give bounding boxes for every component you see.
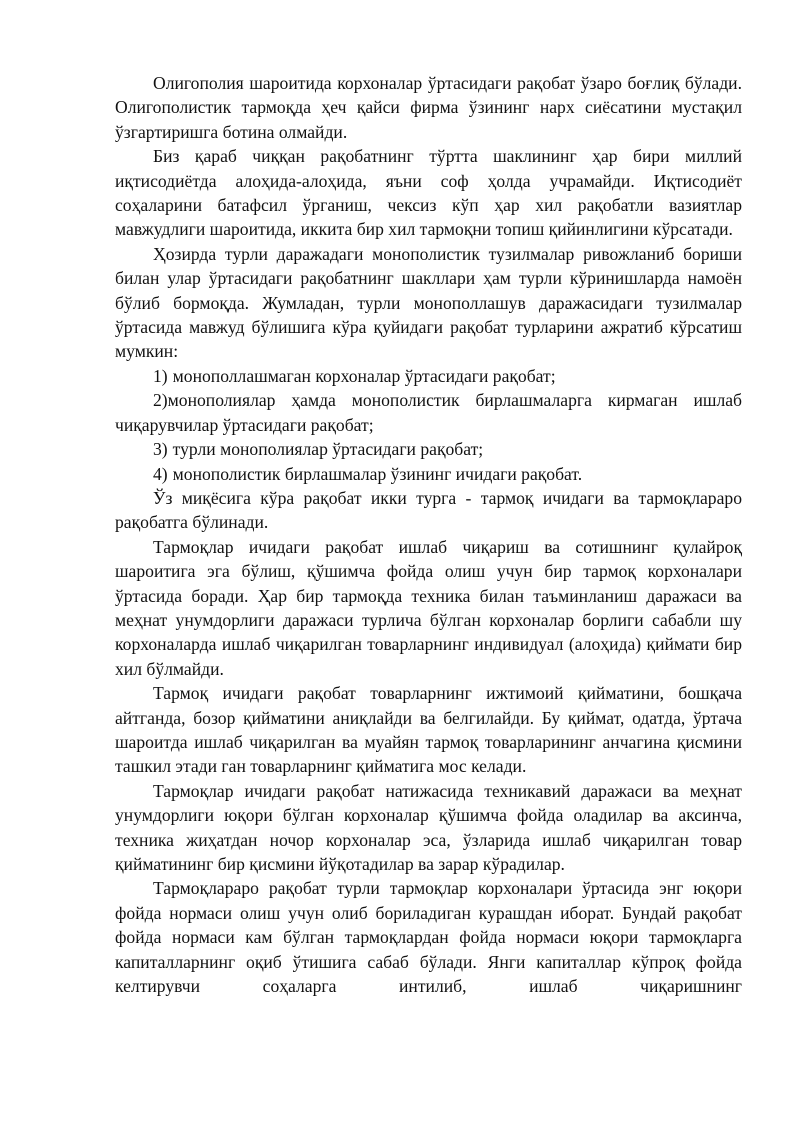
- paragraph-inter-industry: Тармоқлараро рақобат турли тармоқлар корхоналари ўртасида энг юқори фойда нормаси олиш учун олиб бориладиган курашдан иборат. Бундай рақобат фойда нормаси кам бўлган тармоқлардан фойда нормаси юқори тармоқларга капиталларнинг оқиб ўтишига сабаб бўлади. Янги капиталлар кўпроқ фойда келтирувчи соҳаларга интилиб, ишлаб чиқаришнинг: [115, 878, 742, 997]
- document-page: [115, 71, 742, 998]
- list-item: [115, 462, 742, 486]
- list-item-number: 2): [153, 390, 168, 411]
- list-item-text: турли монополиялар ўртасидаги рақобат;: [172, 439, 484, 460]
- list-item-number: 4): [153, 463, 168, 484]
- list-item-number: 1): [153, 365, 168, 386]
- paragraph-result: Тармоқлар ичидаги рақобат натижасида техникавий даражаси ва меҳнат унумдорлиги юқори бўлган корхоналар қўшимча фойда оладилар ва аксинча, техника жиҳатдан ночор корхоналар эса, ўзларида ишлаб чиқарилган товар қийматининг бир қисмини йўқотадилар ва зарар кўрадилар.: [115, 780, 742, 874]
- list-item-number: 3): [153, 439, 168, 460]
- list-item-text: монополиялар ҳамда монополистик бирлашмаларга кирмаган ишлаб чиқарувчилар ўртасидаги рақобат;: [115, 390, 742, 435]
- paragraph-monopoly-structures: Ҳозирда турли даражадаги монополистик тузилмалар ривожланиб бориши билан улар ўртасидаги рақобатнинг шакллари ҳам турли кўринишларда намоён бўлиб бормоқда. Жумладан, турли монополлашув даражасидаги тузилмалар ўртасида мавжуд бўлишига кўра қуйидаги рақобат турларини ажратиб кўрсатиш мумкин:: [115, 243, 742, 362]
- list-item: [115, 437, 742, 461]
- list-item: [115, 364, 742, 388]
- paragraph-social-value: Тармоқ ичидаги рақобат товарларнинг ижтимоий қийматини, бошқача айтганда, бозор қийматини аниқлайди ва белгилайди. Бу қиймат, одатда, ўртача шароитда ишлаб чиқарилган ва муайян тармоқ товарларининг анчагина қисмини ташкил этади ган товарларнинг қийматига мос келади.: [115, 683, 742, 777]
- list-item-text: монополистик бирлашмалар ўзининг ичидаги рақобат.: [172, 463, 583, 484]
- list-item-text: монополлашмаган корхоналар ўртасидаги рақобат;: [172, 365, 556, 386]
- paragraph-oligopoly: Олигополия шароитида корхоналар ўртасидаги рақобат ўзаро боғлиқ бўлади. Олигополистик тармоқда ҳеч қайси фирма ўзининг нарх сиёсатини мустақил ўзгартиришга ботина олмайди.: [115, 73, 742, 142]
- paragraph-intra-industry: Тармоқлар ичидаги рақобат ишлаб чиқариш ва сотишнинг қулайроқ шароитига эга бўлиш, қўшимча фойда олиш учун бир тармоқ корхоналари ўртасида боради. Ҳар бир тармоқда техника билан таъминланиш даражаси ва меҳнат унумдорлиги даражаси турлича бўлган корхоналар борлиги сабабли шу корхоналарда ишлаб чиқарилган товарларнинг индивидуал (алоҳида) қиймати бир хил бўлмайди.: [115, 536, 742, 679]
- list-item: [115, 388, 742, 437]
- paragraph-scale: Ўз миқёсига кўра рақобат икки турга - тармоқ ичидаги ва тармоқлараро рақобатга бўлинади.: [115, 487, 742, 533]
- paragraph-four-forms: Биз қараб чиққан рақобатнинг тўртта шаклининг ҳар бири миллий иқтисодиётда алоҳида-алоҳида, яъни соф ҳолда учрамайди. Иқтисодиёт соҳаларини батафсил ўрганиш, чексиз кўп ҳар хил рақобатли вазиятлар мавжудлиги шароитида, иккита бир хил тармоқни топиш қийинлигини кўрсатади.: [115, 146, 742, 240]
